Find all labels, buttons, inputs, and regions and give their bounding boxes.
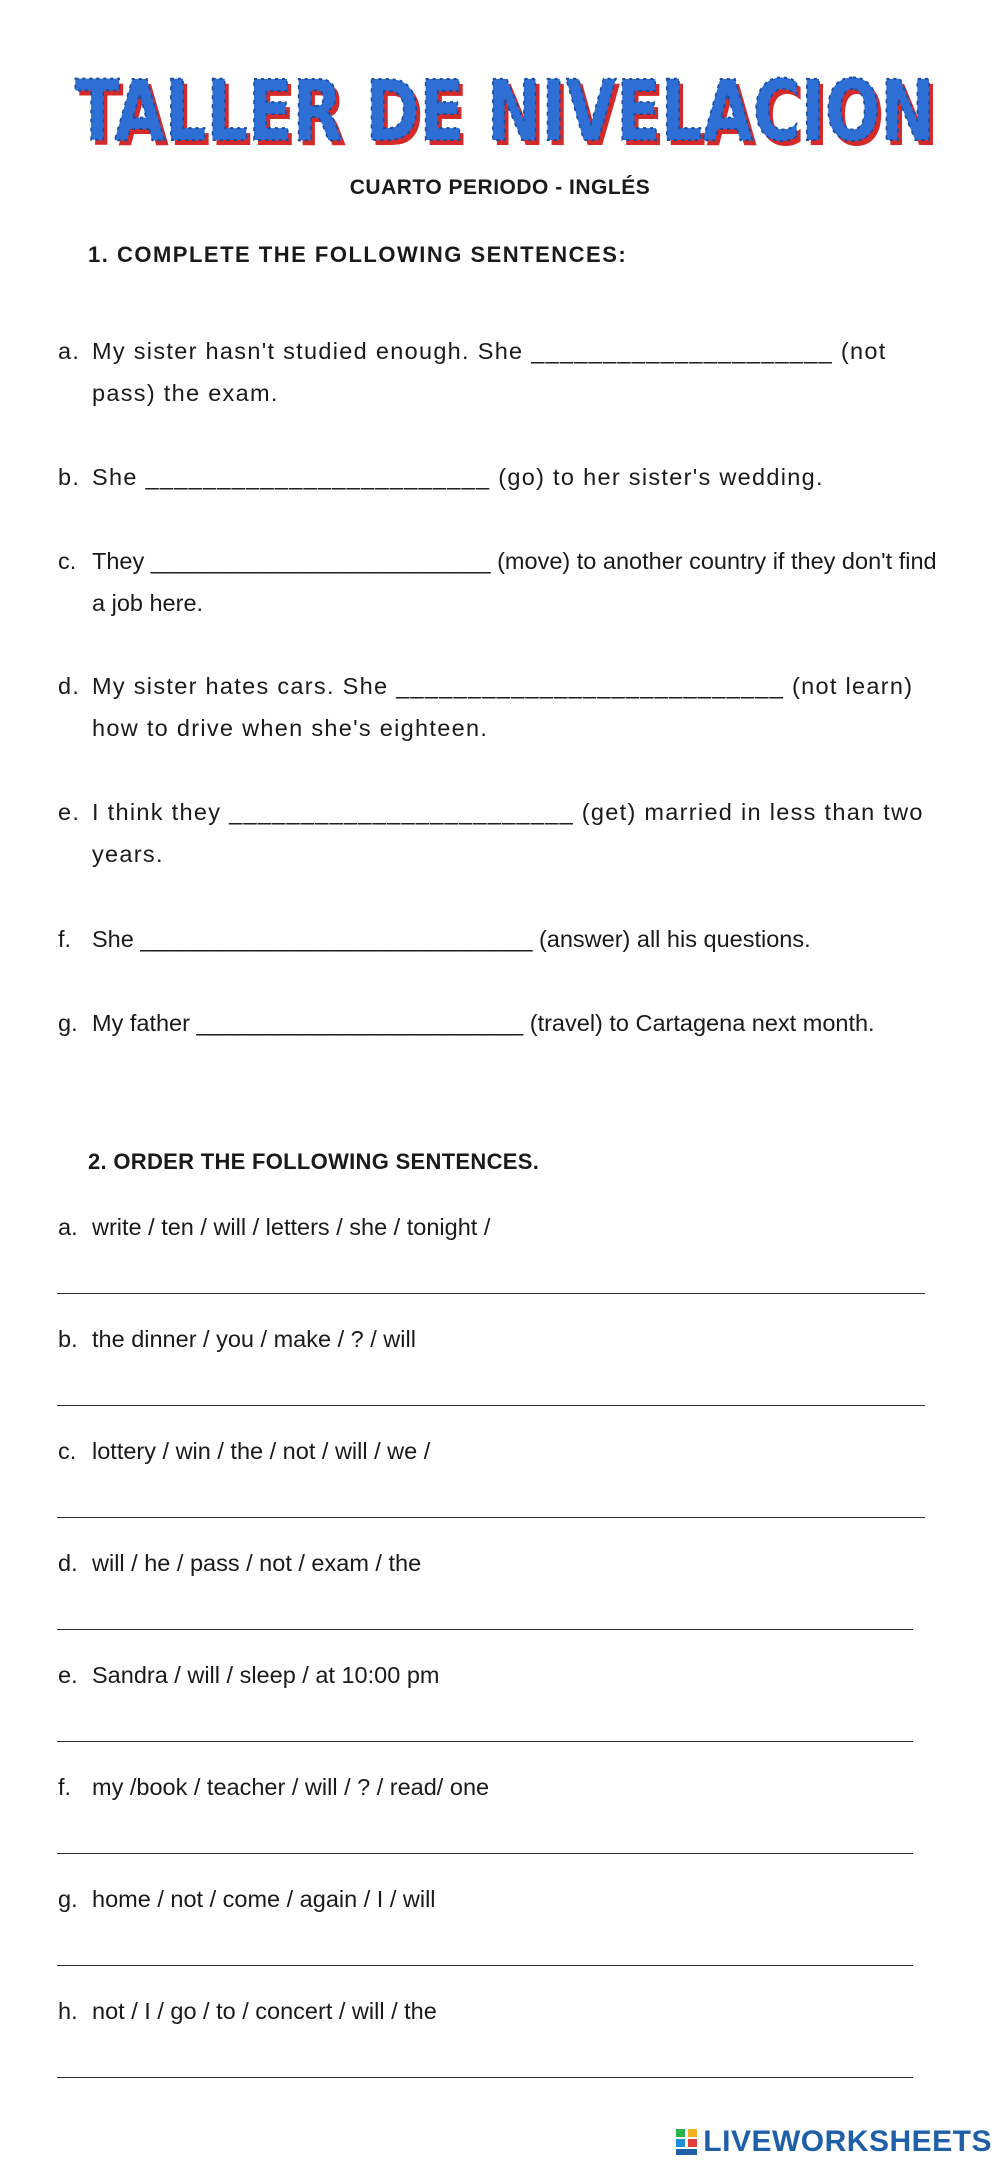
answer-line-f[interactable] bbox=[57, 1853, 913, 1854]
answer-line-g[interactable] bbox=[57, 1965, 913, 1966]
section1-heading: 1. COMPLETE THE FOLLOWING SENTENCES: bbox=[88, 242, 628, 267]
liveworksheets-brand[interactable] bbox=[675, 2125, 992, 2159]
exercise2-item-h bbox=[58, 1990, 938, 2032]
item-text: I think they ________________________ (get) married in less than two years. bbox=[92, 799, 924, 867]
exercise1-item-f[interactable] bbox=[58, 918, 938, 960]
worksheet-title bbox=[0, 40, 1000, 160]
item-text: write / ten / will / letters / she / tonight / bbox=[92, 1214, 491, 1240]
answer-line-a[interactable] bbox=[57, 1293, 925, 1294]
item-letter: b. bbox=[58, 464, 81, 490]
brand-text: LIVEWORKSHEETS bbox=[703, 2125, 992, 2158]
item-letter: f. bbox=[58, 1774, 72, 1800]
exercise1-item-a[interactable] bbox=[58, 330, 938, 414]
item-letter: d. bbox=[58, 673, 81, 699]
answer-line-b[interactable] bbox=[57, 1405, 925, 1406]
item-text: home / not / come / again / I / will bbox=[92, 1886, 436, 1912]
item-letter: h. bbox=[58, 1998, 78, 2024]
item-text: not / I / go / to / concert / will / the bbox=[92, 1998, 437, 2024]
exercise2-item-c bbox=[58, 1430, 938, 1472]
item-letter: g. bbox=[58, 1886, 78, 1912]
item-letter: e. bbox=[58, 1662, 78, 1688]
item-letter: e. bbox=[58, 799, 81, 825]
item-letter: g. bbox=[58, 1010, 78, 1036]
exercise1-item-g[interactable] bbox=[58, 1002, 938, 1044]
item-letter: f. bbox=[58, 926, 72, 952]
subtitle: CUARTO PERIODO - INGLÉS bbox=[349, 176, 651, 199]
item-text: My father _________________________ (travel) to Cartagena next month. bbox=[92, 1010, 875, 1036]
item-text: my /book / teacher / will / ? / read/ one bbox=[92, 1774, 490, 1800]
answer-line-d[interactable] bbox=[57, 1629, 913, 1630]
exercise2-item-e bbox=[58, 1654, 938, 1696]
item-letter: c. bbox=[58, 548, 77, 574]
item-text: will / he / pass / not / exam / the bbox=[92, 1550, 422, 1576]
section2-heading: 2. ORDER THE FOLLOWING SENTENCES. bbox=[88, 1149, 540, 1174]
exercise1-item-d[interactable] bbox=[58, 665, 938, 749]
exercise2-item-b bbox=[58, 1318, 938, 1360]
exercise2-item-g bbox=[58, 1878, 938, 1920]
item-letter: a. bbox=[58, 1214, 78, 1240]
item-text: She ________________________ (go) to her sister's wedding. bbox=[92, 464, 824, 490]
liveworksheets-logo-icon bbox=[675, 2127, 699, 2157]
item-text: She ______________________________ (answer) all his questions. bbox=[92, 926, 811, 952]
exercise1-item-e[interactable] bbox=[58, 791, 938, 875]
answer-line-e[interactable] bbox=[57, 1741, 913, 1742]
item-text: the dinner / you / make / ? / will bbox=[92, 1326, 416, 1352]
title-text: TALLER DE NIVELACION bbox=[75, 62, 935, 160]
item-text: Sandra / will / sleep / at 10:00 pm bbox=[92, 1662, 440, 1688]
item-letter: a. bbox=[58, 338, 81, 364]
exercise2-item-f bbox=[58, 1766, 938, 1808]
exercise1-item-b[interactable] bbox=[58, 456, 938, 498]
item-text: lottery / win / the / not / will / we / bbox=[92, 1438, 431, 1464]
item-text: My sister hasn't studied enough. She _____________________ (not pass) the exam. bbox=[92, 338, 887, 406]
item-letter: c. bbox=[58, 1438, 77, 1464]
answer-line-c[interactable] bbox=[57, 1517, 925, 1518]
item-letter: b. bbox=[58, 1326, 78, 1352]
item-text: They __________________________ (move) to another country if they don't find a job here. bbox=[92, 548, 937, 616]
item-text: My sister hates cars. She ___________________________ (not learn) how to drive when she's eighteen. bbox=[92, 673, 914, 741]
exercise2-item-d bbox=[58, 1542, 938, 1584]
item-letter: d. bbox=[58, 1550, 78, 1576]
answer-line-h[interactable] bbox=[57, 2077, 913, 2078]
exercise1-item-c[interactable] bbox=[58, 540, 938, 624]
title-shadow: TALLER DE NIVELACION bbox=[79, 67, 939, 160]
exercise2-item-a bbox=[58, 1206, 938, 1248]
